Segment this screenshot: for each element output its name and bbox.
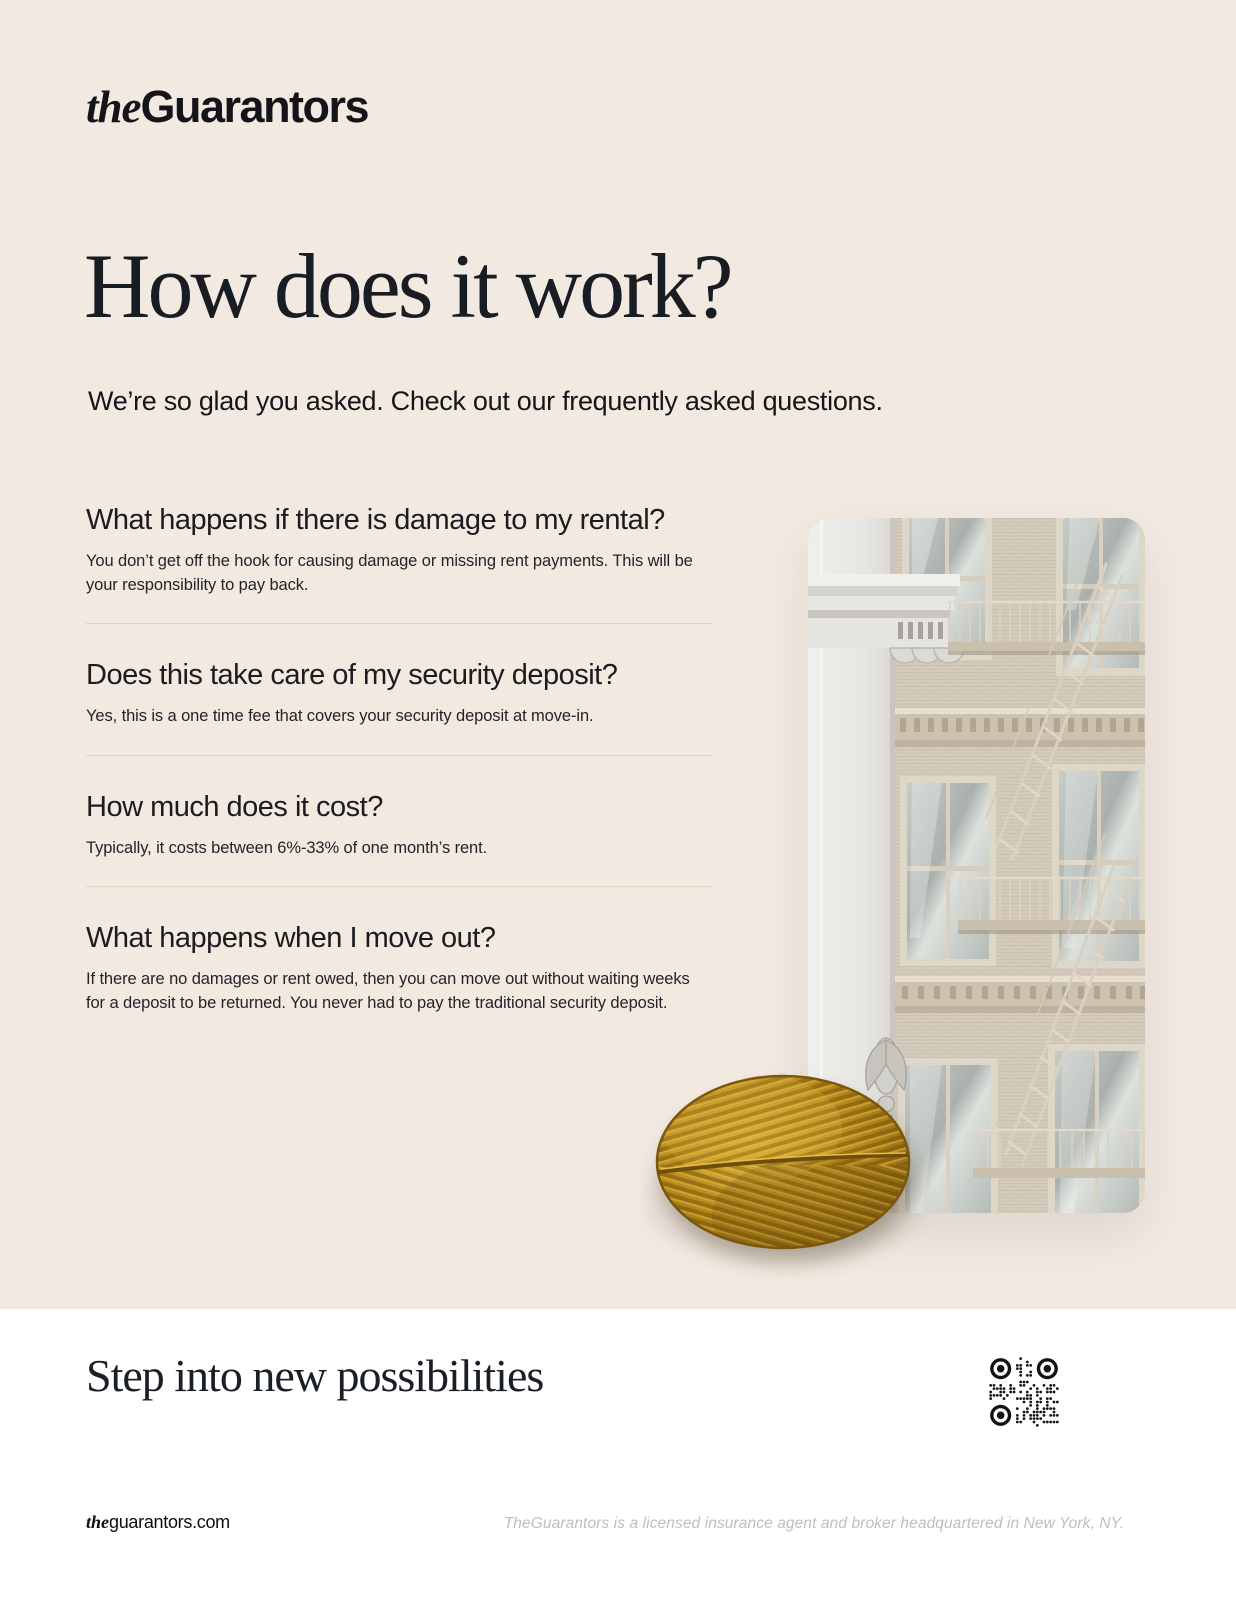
brand-logo-prefix: the [86,82,141,132]
faq-answer: Yes, this is a one time fee that covers your security deposit at move-in. [86,707,594,725]
brand-logo [86,81,369,132]
divider [86,886,712,887]
faq-question: Does this take care of my security deposit? [86,659,618,691]
faq-question: What happens if there is damage to my rental? [86,504,665,536]
footer-site-url [86,1512,230,1533]
faq-list [86,503,712,1015]
faq-answer: Typically, it costs between 6%-33% of one month’s rent. [86,838,488,857]
qr-code [989,1357,1059,1427]
gold-leaf-decoration [652,1066,914,1258]
page-subtitle: We’re so glad you asked. Check out our frequently asked questions. [88,386,883,416]
faq-answer: You don’t get off the hook for causing damage or missing rent payments. This will be your responsibility to pay back. [86,552,693,594]
faq-answer: If there are no damages or rent owed, then you can move out without waiting weeks for a deposit to be returned. You never had to pay the traditional security deposit. [86,970,690,1012]
footer-site-prefix: the [86,1512,110,1532]
cta-headline: Step into new possibilities [86,1350,544,1401]
faq-item [86,503,712,597]
faq-question: How much does it cost? [86,790,383,823]
divider [86,623,712,624]
faq-item [86,790,712,861]
cta-band [0,1309,1236,1600]
footer-disclaimer: TheGuarantors is a licensed insurance agent and broker headquartered in New York, NY. [503,1515,1124,1532]
footer-site-rest: guarantors.com [109,1512,230,1532]
gold-leaf-image [652,1066,914,1258]
brand-logo-name: Guarantors [140,81,369,132]
page-title: How does it work? [84,235,731,337]
faq-item [86,921,712,1015]
faq-question: What happens when I move out? [86,922,496,954]
faq-item [86,658,712,729]
divider [86,755,712,756]
